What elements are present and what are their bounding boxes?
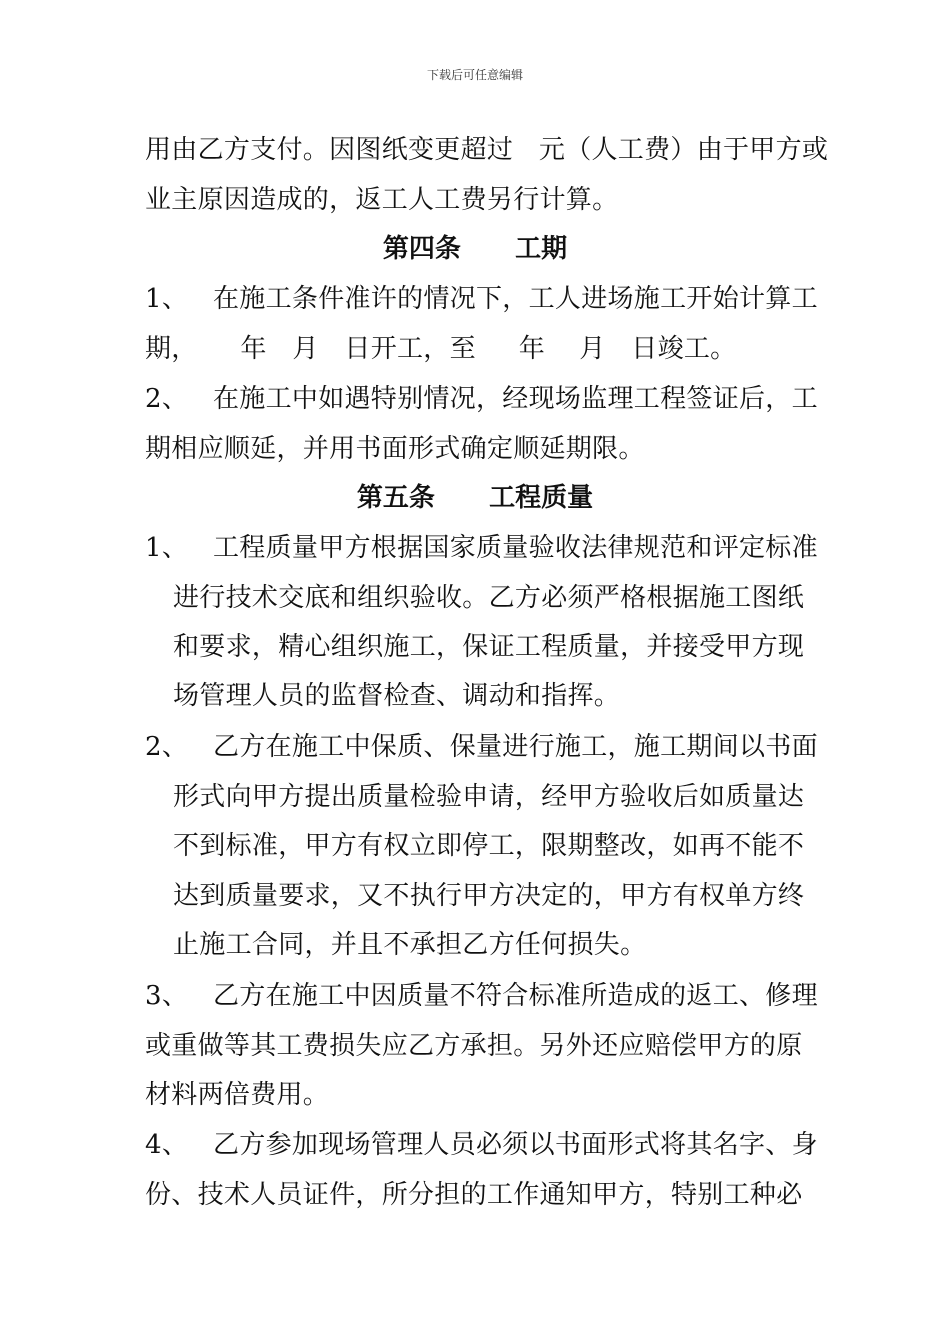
paragraph-line: 不到标准，甲方有权立即停工，限期整改，如再不能不	[173, 831, 805, 861]
item-text: 乙方参加现场管理人员必须以书面形式将其名字、身	[213, 1130, 818, 1160]
item-text: 乙方在施工中因质量不符合标准所造成的返工、修理	[213, 981, 818, 1011]
list-item	[145, 731, 818, 763]
paragraph-line: 形式向甲方提出质量检验申请，经甲方验收后如质量达	[173, 782, 805, 812]
list-item	[145, 980, 818, 1012]
paragraph-line: 期相应顺延，并用书面形式确定顺延期限。	[145, 434, 645, 464]
paragraph-line: 止施工合同，并且不承担乙方任何损失。	[173, 930, 647, 960]
item-number: 3、	[145, 981, 189, 1011]
paragraph-line: 用由乙方支付。因图纸变更超过 元（人工费）由于甲方或	[145, 135, 829, 165]
item-text: 在施工中如遇特别情况，经现场监理工程签证后，工	[213, 384, 818, 414]
item-number: 2、	[145, 732, 189, 762]
list-item	[145, 283, 818, 315]
paragraph-line: 份、技术人员证件，所分担的工作通知甲方，特别工种必	[145, 1180, 803, 1210]
item-number: 2、	[145, 384, 189, 414]
paragraph-line: 场管理人员的监督检查、调动和指挥。	[173, 681, 621, 711]
item-number: 4、	[145, 1130, 189, 1160]
list-item	[145, 1129, 818, 1161]
item-number: 1、	[145, 284, 189, 314]
paragraph-line: 材料两倍费用。	[145, 1080, 330, 1110]
page-header: 下载后可任意编辑	[426, 68, 523, 82]
article-5-heading: 第五条 工程质量	[356, 483, 594, 513]
paragraph-line: 期， 年 月 日开工，至 年 月 日竣工。	[145, 334, 737, 364]
item-text: 乙方在施工中保质、保量进行施工，施工期间以书面	[213, 732, 818, 762]
paragraph-line: 达到质量要求，又不执行甲方决定的，甲方有权单方终	[173, 881, 805, 911]
paragraph-line: 业主原因造成的，返工人工费另行计算。	[145, 185, 619, 215]
paragraph-line: 或重做等其工费损失应乙方承担。另外还应赔偿甲方的原	[145, 1031, 803, 1061]
list-item	[145, 532, 818, 564]
article-4-heading: 第四条 工期	[382, 234, 568, 264]
item-text: 在施工条件准许的情况下，工人进场施工开始计算工	[213, 284, 818, 314]
item-text: 工程质量甲方根据国家质量验收法律规范和评定标准	[213, 533, 818, 563]
paragraph-line: 进行技术交底和组织验收。乙方必须严格根据施工图纸	[173, 583, 805, 613]
list-item	[145, 383, 818, 415]
paragraph-line: 和要求，精心组织施工，保证工程质量，并接受甲方现	[173, 632, 805, 662]
item-number: 1、	[145, 533, 189, 563]
